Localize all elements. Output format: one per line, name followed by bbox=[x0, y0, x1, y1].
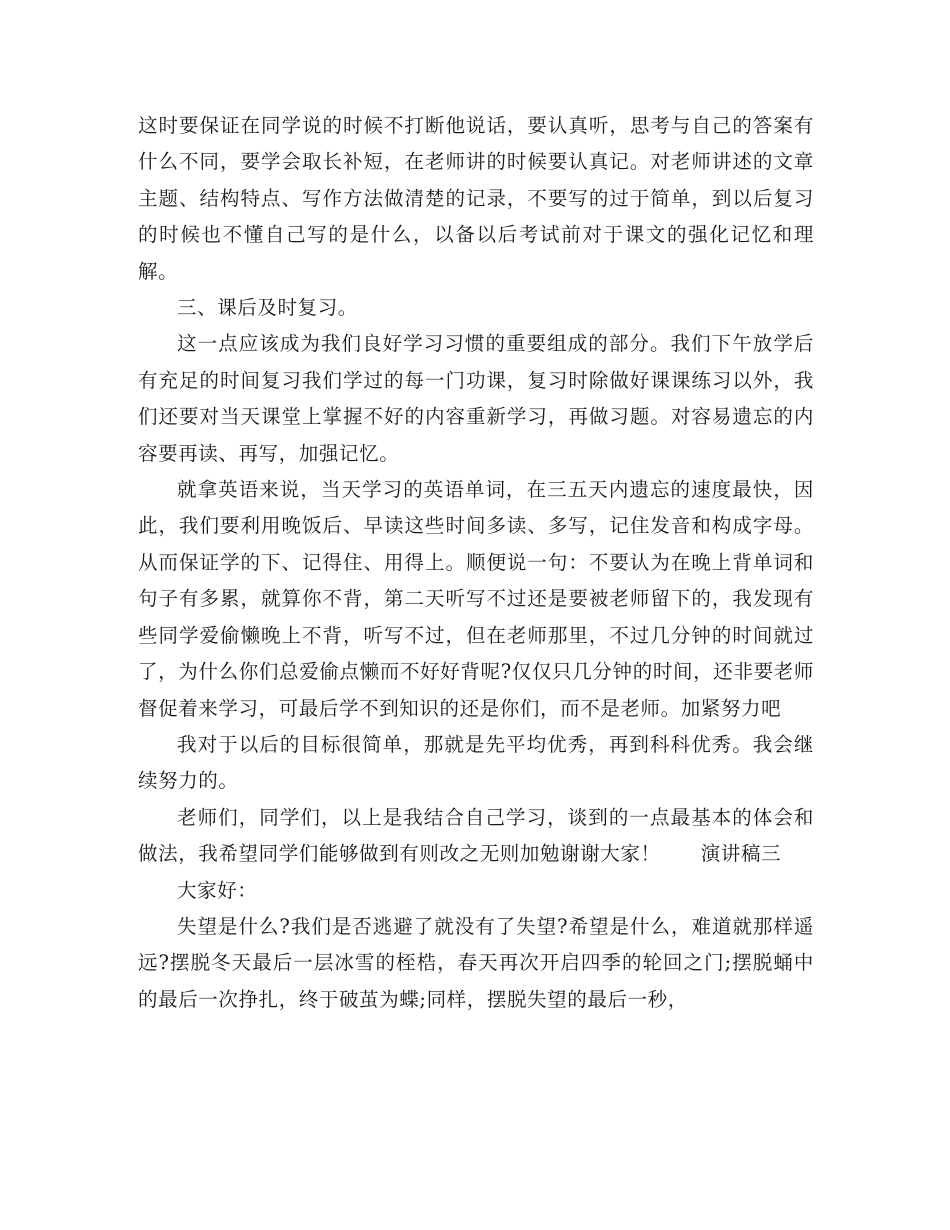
section-heading-review: 三、课后及时复习。 bbox=[177, 296, 358, 320]
paragraph-5: 我对于以后的目标很简单，那就是先平均优秀，再到科科优秀。我会继续努力的。 bbox=[138, 732, 814, 793]
paragraph-6: 老师们，同学们，以上是我结合自己学习，谈到的一点最基本的体会和做法，我希望同学们能够做到有则改之无则加勉谢谢大家！ 演讲稿三 bbox=[138, 805, 814, 866]
paragraph-8: 失望是什么?我们是否逃避了就没有了失望?希望是什么，难道就那样遥远?摆脱冬天最后一层冰雪的桎梏，春天再次开启四季的轮回之门;摆脱蛹中的最后一次挣扎，终于破茧为蝶;同样，摆脱失望的最后一秒， bbox=[138, 914, 814, 1011]
document-body bbox=[138, 108, 814, 1018]
paragraph-4: 就拿英语来说，当天学习的英语单词，在三五天内遗忘的速度最快，因此，我们要利用晚饭后、早读这些时间多读、多写，记住发音和构成字母。从而保证学的下、记得住、用得上。顺便说一句：不要认为在晚上背单词和句子有多累，就算你不背，第二天听写不过还是要被老师留下的，我发现有些同学爱偷懒晚上不背，听写不过，但在老师那里，不过几分钟的时间就过了，为什么你们总爱偷点懒而不好好背呢?仅仅只几分钟的时间，还非要老师督促着来学习，可最后学不到知识的还是你们，而不是老师。加紧努力吧 bbox=[138, 478, 814, 720]
greeting: 大家好： bbox=[177, 878, 258, 902]
paragraph-3: 这一点应该成为我们良好学习习惯的重要组成的部分。我们下午放学后有充足的时间复习我们学过的每一门功课，复习时除做好课课练习以外，我们还要对当天课堂上掌握不好的内容重新学习，再做习题。对容易遗忘的内容要再读、再写，加强记忆。 bbox=[138, 332, 814, 465]
paragraph-1: 这时要保证在同学说的时候不打断他说话，要认真听，思考与自己的答案有什么不同，要学会取长补短，在老师讲的时候要认真记。对老师讲述的文章主题、结构特点、写作方法做清楚的记录，不要写的过于简单，到以后复习的时候也不懂自己写的是什么，以备以后考试前对于课文的强化记忆和理解。 bbox=[138, 114, 814, 283]
